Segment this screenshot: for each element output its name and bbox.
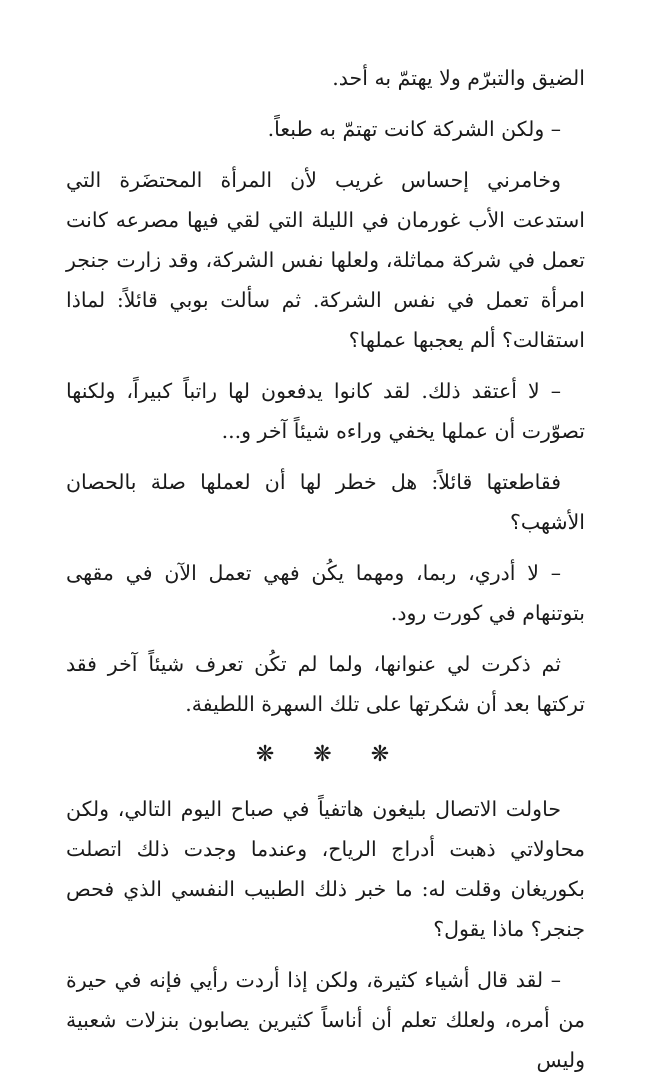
book-page [66,58,585,1072]
dialogue-paragraph: – لا أدري، ربما، ومهما يكُن فهي تعمل الآن في مقهى بتوتنهام في كورت رود. [66,561,585,625]
narrative-paragraph: وخامرني إحساس غريب لأن المرأة المحتضَرة التي استدعت الأب غورمان في الليلة التي لقي فيها مصرعه كانت تعمل في شركة مماثلة، ولعلها نفس الشركة، وقد زارت جنجر امرأة تعمل في نفس الشركة. ثم سألت بوبي قائلاً: لماذا استقالت؟ ألم يعجبها عملها؟ [66,168,585,352]
section-separator [66,735,585,775]
dialogue-paragraph: – لقد قال أشياء كثيرة، ولكن إذا أردت رأيي فإنه في حيرة من أمره، ولعلك تعلم أن أناساً كثيرين يصابون بنزلات شعبية وليس [66,968,585,1072]
narrative-paragraph: ثم ذكرت لي عنوانها، ولما لم تكُن تعرف شيئاً آخر فقد تركتها بعد أن شكرتها على تلك السهرة اللطيفة. [66,652,585,716]
narrative-paragraph: حاولت الاتصال بليغون هاتفياً في صباح اليوم التالي، ولكن محاولاتي ذهبت أدراج الرياح، وعندما وجدت ذلك اتصلت بكوريغان وقلت له: ما خبر ذلك الطبيب النفسي الذي فحص جنجر؟ ماذا يقول؟ [66,797,585,941]
dialogue-paragraph: – لا أعتقد ذلك. لقد كانوا يدفعون لها راتباً كبيراً، ولكنها تصوّرت أن عملها يخفي وراءه شيئاً آخر و... [66,379,585,443]
paragraph-continuation: الضيق والتبرّم ولا يهتمّ به أحد. [332,66,585,90]
separator-star-icon: ❋ [370,742,396,767]
dialogue-paragraph: – ولكن الشركة كانت تهتمّ به طبعاً. [267,117,561,141]
separator-star-icon: ❋ [255,742,281,767]
narrative-paragraph: فقاطعتها قائلاً: هل خطر لها أن لعملها صلة بالحصان الأشهب؟ [66,470,585,534]
separator-star-icon: ❋ [313,742,338,767]
